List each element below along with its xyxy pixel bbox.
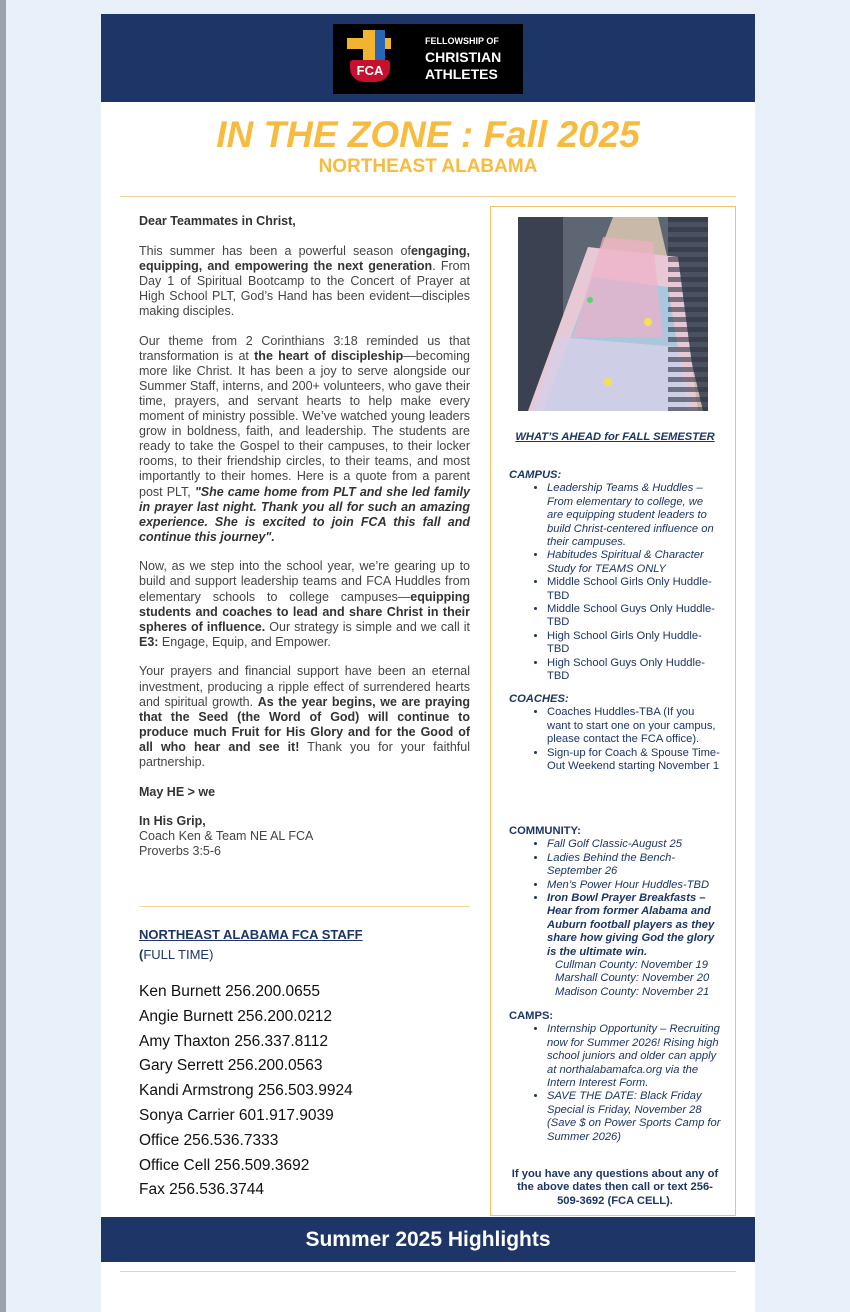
list-item: • Coaches Huddles-TBA (If you want to start one on your campus, please contact the FCA office). (547, 706, 721, 746)
text: Empower. (275, 634, 331, 649)
header-band (101, 14, 755, 102)
text: Your prayers and financial support have been an eternal investment, producing a ripple effect of surrendered hearts and spiritual growth. (139, 664, 470, 709)
coaches-list (509, 706, 721, 773)
county-date: Madison County: November 21 (555, 985, 710, 998)
list-item: • Internship Opportunity – Recruiting now for Summer 2026! Rising high school juniors and older can apply at northalabamafca.org via the Intern Interest Form. (547, 1023, 721, 1090)
camps-section (509, 1010, 721, 1144)
text: Thank you for your faithful partnership. (139, 739, 470, 769)
letter-signoff (139, 814, 470, 859)
letter-paragraph-4 (139, 664, 470, 770)
text: —becoming more like Christ. It has been a joy to serve alongside our Summer Staff, interns, and 200+ volunteers, who gave their time, prayers, and servant hearts to help make every moment of ministry possible. We’ve watched young leaders grow in boldness, faith, and leadership. The students are ready to take the Gospel to their campuses, to their locker rooms, to their friendship circles, to their teams, and most importantly to their homes. Here is a quote from a parent post PLT, (139, 348, 470, 499)
text-bold: engaging, equipping, and empowering the next generation (139, 243, 470, 273)
viewer-edge (0, 0, 6, 1312)
text: FULL TIME) (143, 947, 214, 962)
logo-text-line2: CHRISTIAN (425, 49, 502, 65)
campus-section (509, 469, 721, 684)
coaches-heading: COACHES: (509, 693, 569, 705)
text: Our theme from 2 Corinthians 3:18 reminded us that transformation is at (139, 333, 470, 363)
list-item: • Men’s Power Hour Huddles-TBD (547, 879, 721, 892)
divider-top (120, 196, 736, 197)
text: . From Day 1 of Spiritual Bootcamp to the Concert of Prayer at High School PLT, God’s Hand has been evident—disciples making disciples. (139, 258, 471, 318)
newsletter-title: IN THE ZONE : Fall 2025 (216, 114, 640, 155)
list-item: • Habitudes Spiritual & Character Study for TEAMS ONLY (547, 549, 721, 576)
logo-text-line1: FELLOWSHIP OF (425, 36, 499, 46)
staff-title: NORTHEAST ALABAMA FCA STAFF (139, 927, 363, 942)
list-item: • SAVE THE DATE: Black Friday Special is Friday, November 28 (Save $ on Power Sports Camp for Summer 2026) (547, 1090, 721, 1144)
text: Now, as we step into the school year, we’re gearing up to build and support leadership teams and FCA Huddles from elementary schools to college campuses— (139, 559, 470, 604)
letter-paragraph-2 (139, 334, 470, 545)
text-bold: E3: (139, 634, 159, 649)
community-heading: COMMUNITY: (509, 825, 581, 837)
fca-logo (333, 24, 523, 94)
text: Equip, and (211, 634, 276, 649)
summer-highlights-banner: Summer 2025 Highlights (101, 1217, 755, 1262)
letter-paragraph-1 (139, 244, 470, 319)
campus-list (509, 482, 721, 683)
list-item: • Fall Golf Classic-August 25 (547, 838, 721, 851)
list-item: • Middle School Guys Only Huddle-TBD (547, 603, 721, 630)
staff-item: Angie Burnett 256.200.0212 (139, 1007, 333, 1025)
newsletter-subtitle: NORTHEAST ALABAMA (318, 156, 538, 177)
county-date: Cullman County: November 19 (555, 959, 708, 972)
community-section (509, 825, 721, 999)
coaches-section (509, 693, 721, 773)
text: Our strategy is simple and we call it (265, 619, 471, 634)
list-item: • Leadership Teams & Huddles – From elementary to college, we are equipping student leaders to build Christ-centered influence on their campuses. (547, 482, 721, 549)
staff-item: Sonya Carrier 601.917.9039 (139, 1106, 334, 1124)
logo-shield: FCA (350, 60, 390, 82)
list-item: • High School Girls Only Huddle-TBD (547, 630, 721, 657)
camps-list (509, 1023, 721, 1144)
list-item: • Middle School Girls Only Huddle-TBD (547, 576, 721, 603)
staff-list (139, 980, 470, 1203)
letter-signature: Coach Ken & Team NE AL FCA (139, 829, 314, 844)
logo-text-line3: ATHLETES (425, 66, 498, 82)
parent-quote: "She came home from PLT and she led family in prayer last night. Thank you all for such an amazing experience. She is excited to join FCA this fall and continue this journey". (139, 484, 470, 544)
staff-item: Fax 256.536.3744 (139, 1181, 264, 1199)
fall-sidebar (490, 206, 736, 1216)
list-item: • Sign-up for Coach & Spouse Time-Out Weekend starting November 1 (547, 747, 721, 774)
sidebar-contact: If you have any questions about any of the above dates then call or text 256-509-3692 (FCA CELL). (511, 1168, 719, 1207)
letter-body (139, 214, 470, 859)
photo-illustration (518, 217, 708, 411)
text-bold: ( (139, 947, 144, 962)
county-date: Marshall County: November 20 (555, 972, 710, 985)
text-bold: the heart of discipleship (254, 348, 404, 363)
staff-item: Office 256.536.7333 (139, 1131, 279, 1149)
staff-item: Office Cell 256.509.3692 (139, 1156, 310, 1174)
letter-motto: May HE > we (139, 784, 216, 799)
campus-heading: CAMPUS: (509, 469, 562, 481)
letter-closing: In His Grip, (139, 814, 206, 829)
text: Engage, (158, 634, 212, 649)
text-bold: As the year begins, we are praying that the Seed (the Word of God) will continue to produce much Fruit for His Glory and for the Good of all who hear and see it! (139, 694, 470, 754)
newsletter-page (101, 14, 755, 1312)
plt-students-photo (518, 217, 708, 411)
staff-item: Gary Serrett 256.200.0563 (139, 1057, 323, 1075)
camps-heading: CAMPS: (509, 1010, 554, 1022)
staff-item: Kandi Armstrong 256.503.9924 (139, 1082, 353, 1100)
staff-item: Ken Burnett 256.200.0655 (139, 983, 320, 1000)
letter-paragraph-3 (139, 559, 470, 650)
staff-section (139, 927, 470, 1203)
sidebar-title: WHAT’S AHEAD for FALL SEMESTER (515, 431, 715, 443)
divider-bottom (120, 1271, 736, 1272)
staff-subtitle (139, 947, 470, 962)
staff-item: Amy Thaxton 256.337.8112 (139, 1032, 329, 1050)
text-bold: equipping students and coaches to lead and share Christ in their spheres of influence. (139, 589, 470, 634)
divider-staff (139, 906, 470, 907)
letter-verse: Proverbs 3:5-6 (139, 844, 221, 859)
list-item: • High School Guys Only Huddle-TBD (547, 657, 721, 684)
text: This summer has been a powerful season of (139, 243, 411, 258)
list-item: • Iron Bowl Prayer Breakfasts – Hear from former Alabama and Auburn football players as they share how giving God the glory is the ultimate win. (547, 892, 721, 959)
letter-greeting: Dear Teammates in Christ, (139, 214, 296, 228)
community-list (509, 838, 721, 959)
list-item: • Ladies Behind the Bench-September 26 (547, 852, 721, 879)
